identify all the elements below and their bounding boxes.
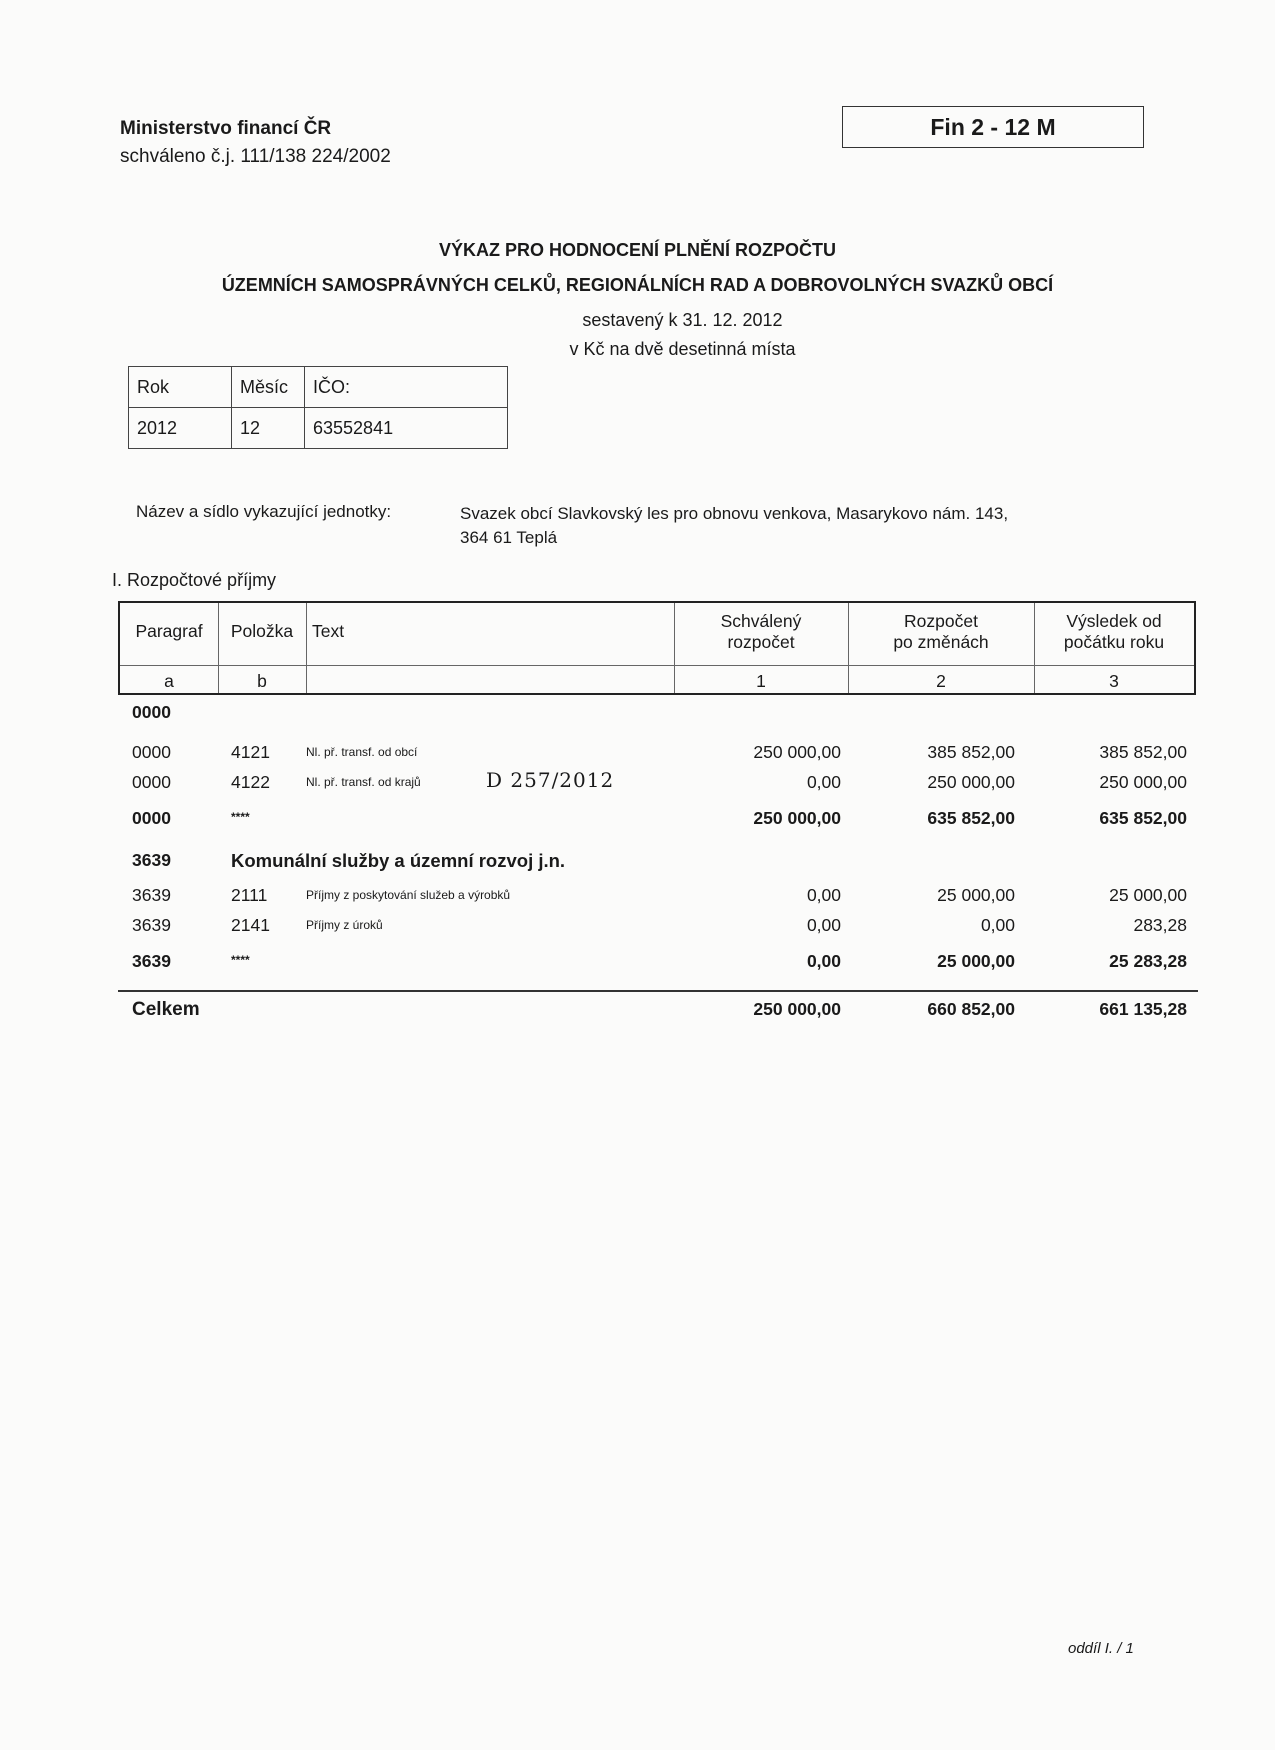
header-divider bbox=[120, 665, 1194, 666]
report-date: sestavený k 31. 12. 2012 bbox=[582, 310, 783, 330]
row-approved-budget: 0,00 bbox=[806, 885, 841, 905]
subtotal-approved-budget: 0,00 bbox=[806, 951, 841, 971]
header-polozka: Položka bbox=[230, 621, 294, 641]
header-approved-budget bbox=[674, 611, 848, 653]
subheader-a: a bbox=[164, 671, 174, 691]
header-text: Text bbox=[312, 621, 345, 641]
row-paragraf: 0000 bbox=[132, 742, 171, 762]
form-code-box bbox=[842, 106, 1144, 148]
total-result: 661 135,28 bbox=[1099, 999, 1187, 1019]
row-text: Nl. př. transf. od krajů bbox=[306, 775, 421, 789]
table-row bbox=[0, 885, 1275, 911]
subtotal-approved-budget: 250 000,00 bbox=[753, 808, 841, 828]
row-result: 283,28 bbox=[1133, 915, 1187, 935]
column-divider bbox=[306, 603, 307, 693]
row-polozka: 4122 bbox=[231, 772, 270, 792]
header-approved-budget-line1: Schválený bbox=[720, 611, 802, 631]
year-value: 2012 bbox=[129, 408, 232, 449]
row-paragraf: 3639 bbox=[132, 915, 171, 935]
currency-unit: v Kč na dvě desetinná místa bbox=[569, 339, 796, 359]
report-title-line1: VÝKAZ PRO HODNOCENÍ PLNĚNÍ ROZPOČTU bbox=[438, 240, 837, 260]
subheader-3: 3 bbox=[1109, 671, 1119, 691]
subtotal-revised-budget: 25 000,00 bbox=[937, 951, 1015, 971]
reporting-unit-name-line1: Svazek obcí Slavkovský les pro obnovu venkova, Masarykovo nám. 143, bbox=[460, 504, 1009, 523]
reporting-unit-name bbox=[460, 502, 1160, 550]
header-paragraf: Paragraf bbox=[135, 621, 203, 641]
row-approved-budget: 0,00 bbox=[806, 915, 841, 935]
row-approved-budget: 0,00 bbox=[806, 772, 841, 792]
group-paragraf: 0000 bbox=[132, 702, 171, 722]
section-title: I. Rozpočtové příjmy bbox=[112, 570, 277, 590]
header-revised-budget-line1: Rozpočet bbox=[904, 611, 978, 631]
subheader-b: b bbox=[257, 671, 267, 691]
ministry-name: Ministerstvo financí ČR bbox=[120, 118, 332, 139]
total-row bbox=[0, 999, 1275, 1025]
total-label: Celkem bbox=[132, 999, 200, 1020]
group-header-row bbox=[0, 702, 1275, 728]
header-revised-budget bbox=[848, 611, 1034, 653]
budget-table-header bbox=[118, 601, 1196, 695]
table-row bbox=[0, 915, 1275, 941]
year-label: Rok bbox=[129, 367, 232, 408]
row-paragraf: 3639 bbox=[132, 885, 171, 905]
reporting-unit-label: Název a sídlo vykazující jednotky: bbox=[136, 502, 392, 521]
approval-number: schváleno č.j. 111/138 224/2002 bbox=[120, 146, 391, 167]
identification-box bbox=[128, 366, 508, 449]
group-title: Komunální služby a územní rozvoj j.n. bbox=[231, 850, 566, 871]
page-footer: oddíl I. / 1 bbox=[1068, 1640, 1134, 1657]
subtotal-paragraf: 3639 bbox=[132, 951, 171, 971]
subheader-2: 2 bbox=[936, 671, 946, 691]
header-result-line1: Výsledek od bbox=[1066, 611, 1162, 631]
report-title-line2: ÚZEMNÍCH SAMOSPRÁVNÝCH CELKŮ, REGIONÁLNÍCH RAD A DOBROVOLNÝCH SVAZKŮ OBCÍ bbox=[221, 275, 1054, 295]
subtotal-result: 635 852,00 bbox=[1099, 808, 1187, 828]
subtotal-polozka: **** bbox=[231, 953, 250, 967]
table-row bbox=[0, 742, 1275, 768]
ico-label: IČO: bbox=[305, 367, 508, 408]
subtotal-polozka: **** bbox=[231, 810, 250, 824]
row-text: Příjmy z poskytování služeb a výrobků bbox=[306, 888, 511, 902]
row-result: 25 000,00 bbox=[1109, 885, 1187, 905]
handwritten-note: D 257/2012 bbox=[486, 768, 615, 792]
row-paragraf: 0000 bbox=[132, 772, 171, 792]
header-revised-budget-line2: po změnách bbox=[893, 632, 989, 652]
total-divider bbox=[118, 990, 1198, 992]
total-revised-budget: 660 852,00 bbox=[927, 999, 1015, 1019]
row-revised-budget: 0,00 bbox=[980, 915, 1015, 935]
row-polozka: 4121 bbox=[231, 742, 270, 762]
reporting-unit-name-line2: 364 61 Teplá bbox=[460, 528, 558, 547]
table-row bbox=[0, 768, 1275, 798]
month-value: 12 bbox=[232, 408, 305, 449]
header-result bbox=[1034, 611, 1194, 653]
row-revised-budget: 385 852,00 bbox=[927, 742, 1015, 762]
row-text: Příjmy z úroků bbox=[306, 918, 383, 932]
row-result: 250 000,00 bbox=[1099, 772, 1187, 792]
subtotal-paragraf: 0000 bbox=[132, 808, 171, 828]
row-polozka: 2141 bbox=[231, 915, 270, 935]
row-text: Nl. př. transf. od obcí bbox=[306, 745, 418, 759]
ico-value: 63552841 bbox=[305, 408, 508, 449]
header-approved-budget-line2: rozpočet bbox=[727, 632, 795, 652]
row-polozka: 2111 bbox=[231, 885, 268, 905]
subtotal-revised-budget: 635 852,00 bbox=[927, 808, 1015, 828]
total-approved-budget: 250 000,00 bbox=[753, 999, 841, 1019]
month-label: Měsíc bbox=[232, 367, 305, 408]
row-revised-budget: 250 000,00 bbox=[927, 772, 1015, 792]
row-revised-budget: 25 000,00 bbox=[937, 885, 1015, 905]
header-result-line2: počátku roku bbox=[1063, 632, 1165, 652]
row-approved-budget: 250 000,00 bbox=[753, 742, 841, 762]
subheader-1: 1 bbox=[756, 671, 766, 691]
group-header-row bbox=[0, 850, 1275, 876]
subtotal-result: 25 283,28 bbox=[1109, 951, 1187, 971]
row-result: 385 852,00 bbox=[1099, 742, 1187, 762]
subtotal-row bbox=[0, 808, 1275, 834]
subtotal-row bbox=[0, 951, 1275, 977]
group-paragraf: 3639 bbox=[132, 850, 171, 870]
form-code: Fin 2 - 12 M bbox=[930, 114, 1056, 140]
